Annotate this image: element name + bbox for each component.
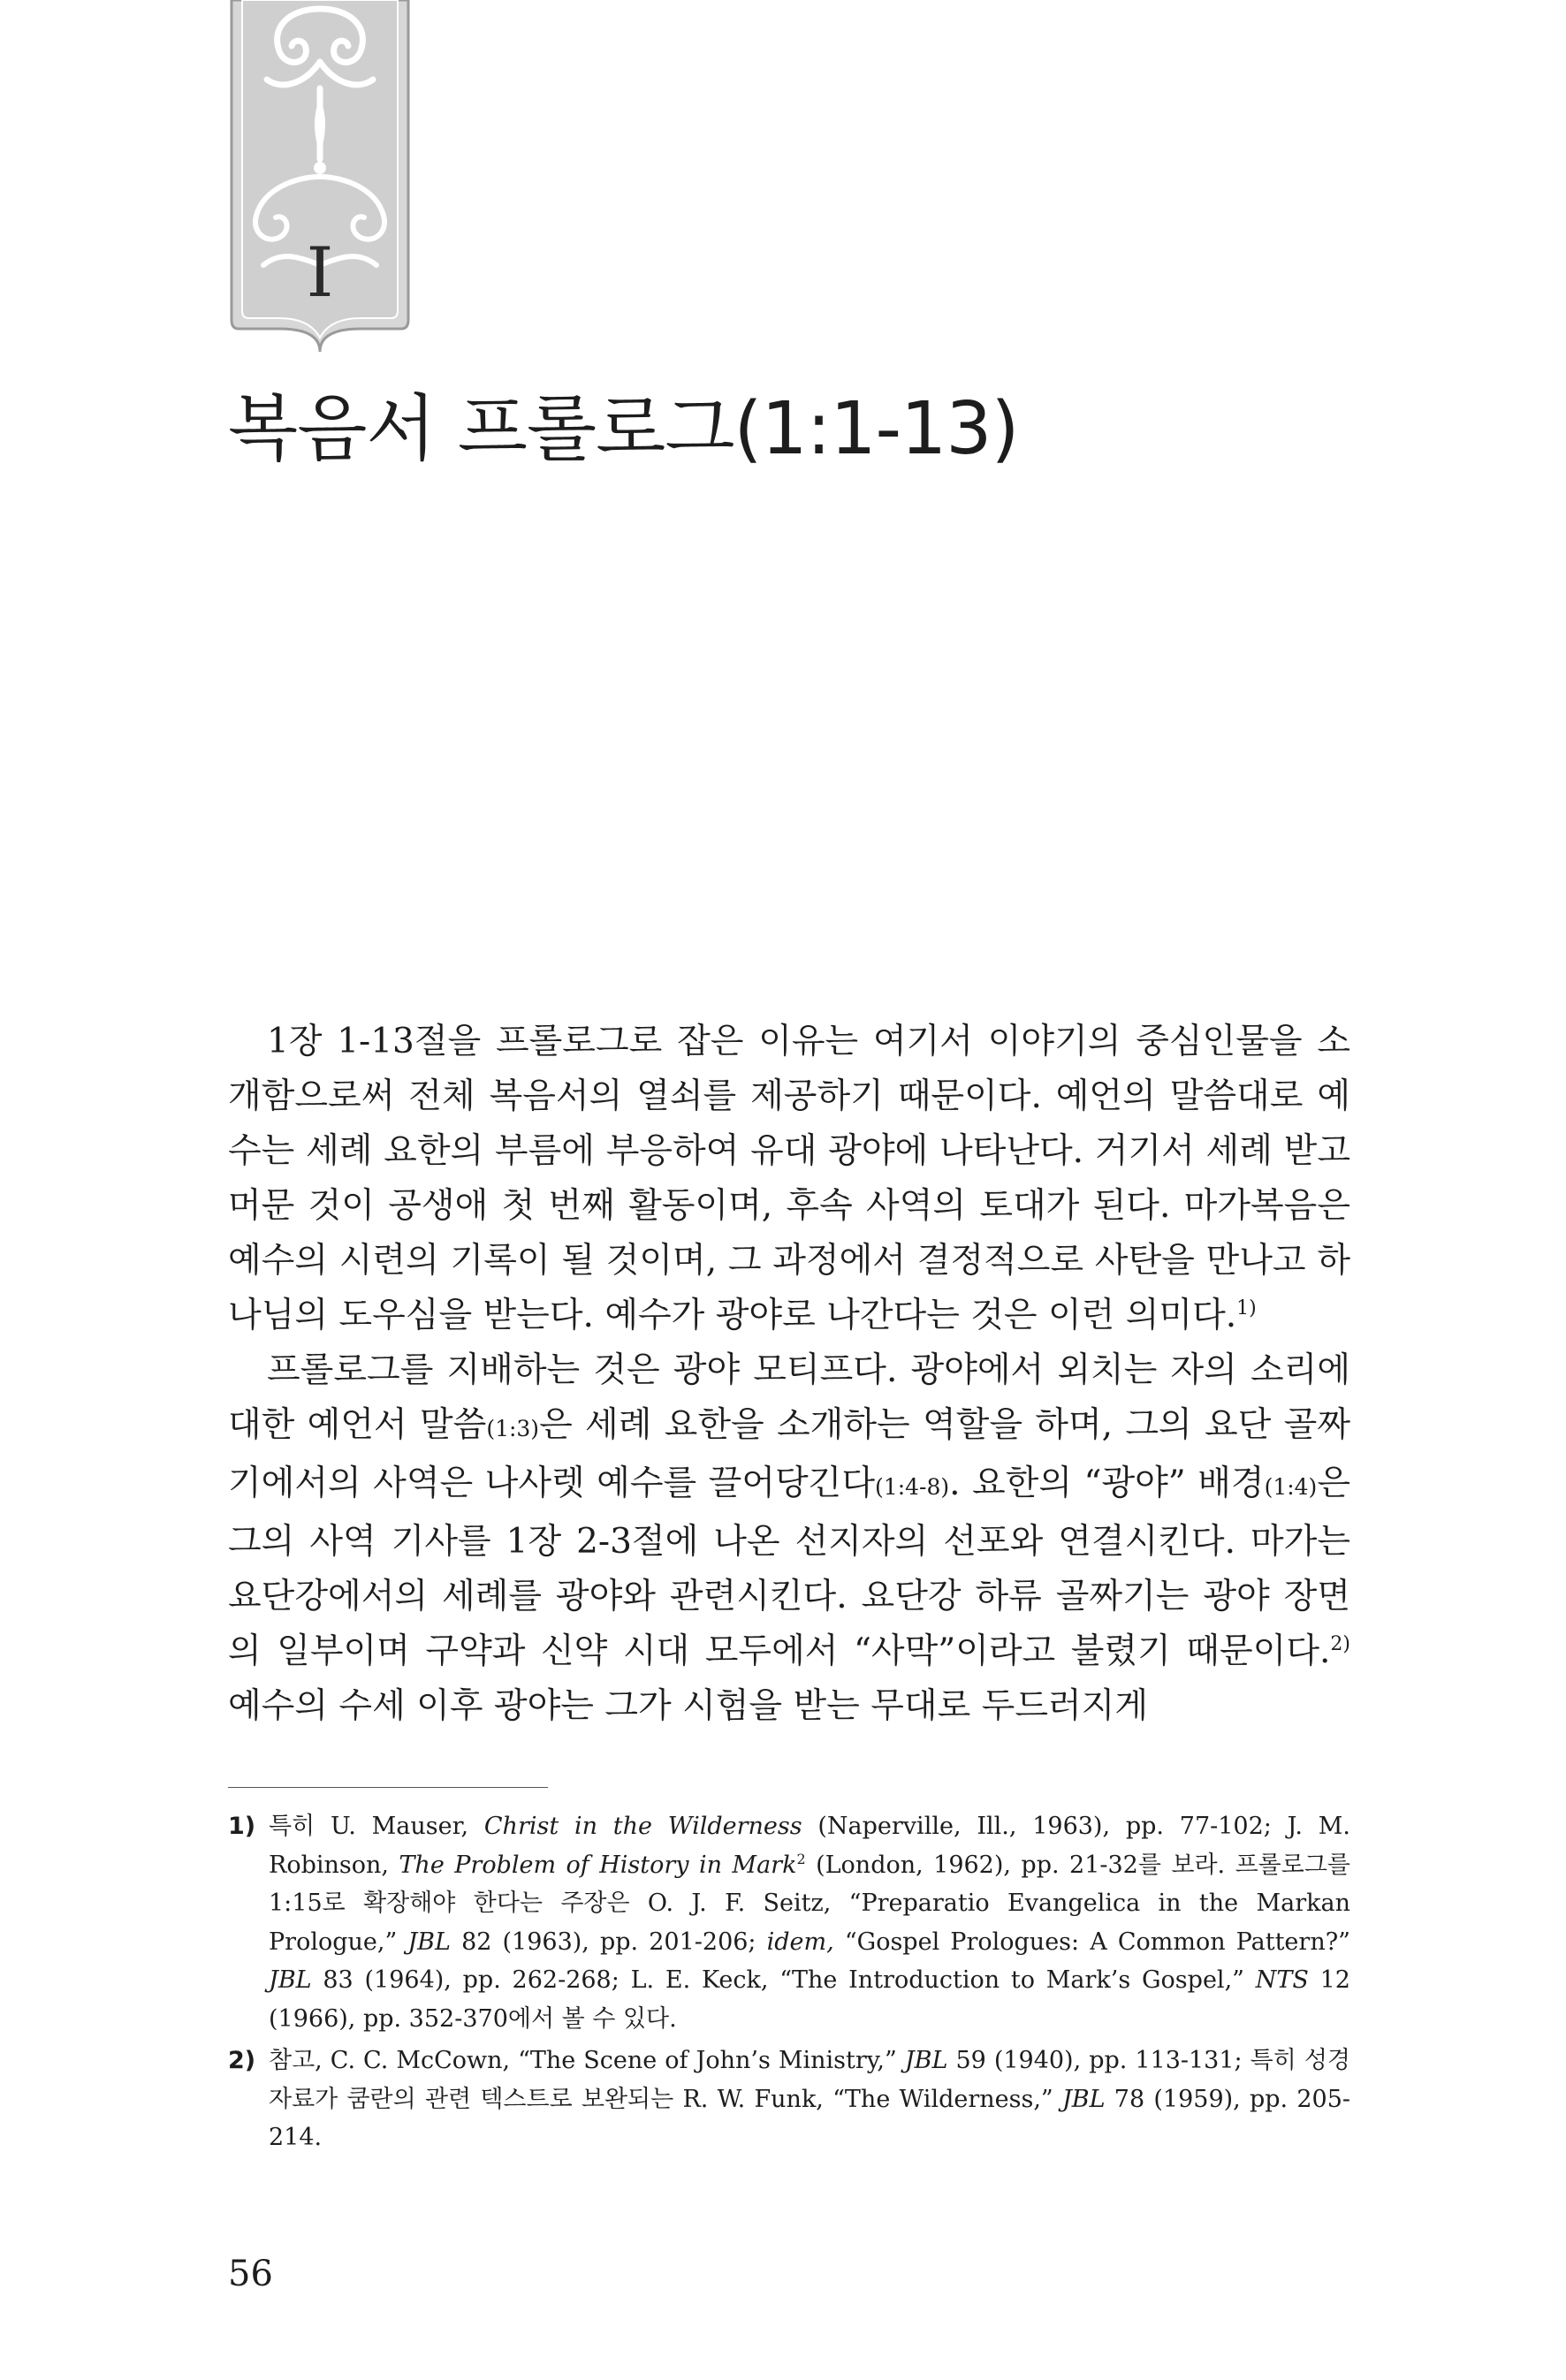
footnote-ref[interactable]: 2) xyxy=(1330,1633,1350,1655)
footnote-journal: JBL xyxy=(904,2047,948,2074)
footnote-1 xyxy=(228,1807,1350,2038)
paragraph-text: 1장 1-13절을 프롤로그로 잡은 이유는 여기서 이야기의 중심인물을 소개함으로써 전체 복음서의 열쇠를 제공하기 때문이다. 예언의 말씀대로 예수는 세례 요한의 부름에 부응하여 유대 광야에 나타난다. 거기서 세례 받고 머문 것이 공생애 첫 번째 활동이며, 후속 사역의 토대가 된다. 마가복음은 예수의 시련의 기록이 될 것이며, 그 과정에서 결정적으로 사탄을 만나고 하나님의 도우심을 받는다. 예수가 광야로 나간다는 것은 이런 의미다. xyxy=(228,1022,1350,1335)
footnote-journal: JBL xyxy=(407,1928,451,1956)
footnote-ref[interactable]: 1) xyxy=(1236,1297,1257,1319)
footnote-text: (London, 1962), pp. 21-32를 보라. 프롤로그를 1:15로 확장해야 한다는 주장은 O. J. F. Seitz, “Preparatio Evangelica in the Markan Prologue,” xyxy=(269,1851,1350,1956)
footnote-text: 특히 U. Mauser, xyxy=(269,1813,484,1840)
footnote-journal: NTS xyxy=(1255,1966,1309,1994)
footnote-text: (Naperville, Ill., 1963), pp. 77-102; J. M. Robinson, xyxy=(269,1813,1350,1879)
verse-citation: (1:4-8) xyxy=(875,1474,950,1500)
footnote-title: Christ in the Wilderness xyxy=(483,1813,802,1840)
footnote-number: 1) xyxy=(228,1813,256,1840)
footnote-text: 83 (1964), pp. 262-268; L. E. Keck, “The Introduction to Mark’s Gospel,” xyxy=(311,1966,1256,1994)
edition-superscript: 2 xyxy=(796,1850,806,1867)
verse-citation: (1:4) xyxy=(1264,1474,1318,1500)
footnote-title: The Problem of History in Mark xyxy=(399,1851,797,1879)
footnote-divider xyxy=(228,1787,548,1788)
footnote-journal: JBL xyxy=(1061,2085,1106,2113)
chapter-banner xyxy=(228,0,412,354)
footnote-text: 82 (1963), pp. 201-206; xyxy=(450,1928,767,1956)
paragraph-text: . 요한의 “광야” 배경 xyxy=(949,1464,1265,1503)
paragraph xyxy=(228,1343,1350,1734)
footnote-number: 2) xyxy=(228,2047,256,2074)
body-text xyxy=(228,1015,1350,1734)
paragraph-text: 프롤로그를 지배하는 것은 광야 모티프다. 광야에서 외치는 자의 소리에 대한 예언서 말씀 xyxy=(228,1350,1350,1445)
footnote-text: 78 (1959), pp. 205-214. xyxy=(269,2085,1351,2151)
footnote-journal: JBL xyxy=(269,1966,312,1994)
paragraph xyxy=(228,1015,1350,1343)
footnote-2 xyxy=(228,2042,1350,2157)
footnote-idem: idem, xyxy=(766,1928,834,1956)
footnote-text: 참고, C. C. McCown, “The Scene of John’s Ministry,” xyxy=(269,2047,905,2074)
footnote-text: 59 (1940), pp. 113-131; 특히 성경 자료가 쿰란의 관련 텍스트로 보완되는 R. W. Funk, “The Wilderness,” xyxy=(269,2047,1350,2113)
page-number: 56 xyxy=(228,2254,273,2294)
verse-citation: (1:3) xyxy=(486,1416,540,1441)
footnote-text: 12 (1966), pp. 352-370에서 볼 수 있다. xyxy=(269,1966,1350,2033)
chapter-number: I xyxy=(306,233,334,313)
footnote-text: “Gospel Prologues: A Common Pattern?” xyxy=(833,1928,1350,1956)
footnotes xyxy=(228,1807,1350,2161)
chapter-title: 복음서 프롤로그(1:1-13) xyxy=(228,387,1019,471)
paragraph-text: 은 그의 사역 기사를 1장 2-3절에 나온 선지자의 선포와 연결시킨다. 마가는 요단강에서의 세례를 광야와 관련시킨다. 요단강 하류 골짜기는 광야 장면의 일부이며 구약과 신약 시대 모두에서 “사막”이라고 불렸기 때문이다. xyxy=(228,1464,1350,1671)
paragraph-text: 은 세례 요한을 소개하는 역할을 하며, 그의 요단 골짜기에서의 사역은 나사렛 예수를 끌어당긴다 xyxy=(228,1405,1350,1503)
paragraph-text: 예수의 수세 이후 광야는 그가 시험을 받는 무대로 두드러지게 xyxy=(228,1686,1149,1726)
